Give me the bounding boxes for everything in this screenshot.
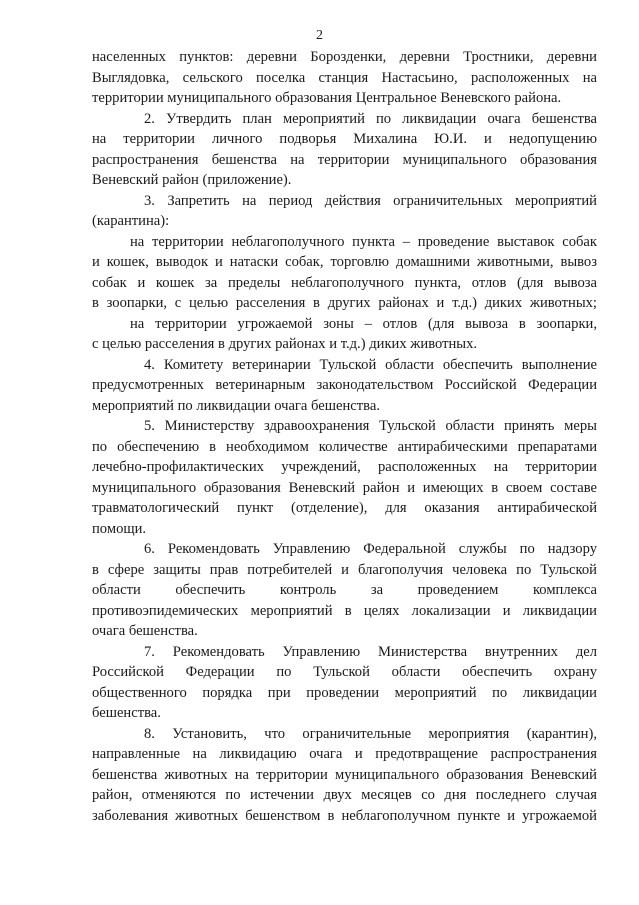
text-line: на территории неблагополучного пункта – проведение выставок собак xyxy=(130,233,597,250)
text-line: бешенства животных на территории муниципального образования Веневский xyxy=(92,766,597,783)
text-line: в сфере защиты прав потребителей и благополучия человека по Тульской xyxy=(92,561,597,578)
text-line: Веневский район (приложение). xyxy=(92,172,292,188)
text-line: травматологический пункт (отделение), для оказания антирабической xyxy=(92,500,597,516)
text-line: муниципального образования Веневский район и имеющих в своем составе xyxy=(92,479,597,496)
text-line: с целью расселения в других районах и т.д.) диких животных. xyxy=(92,336,478,352)
text-line: заболевания животных бешенством в неблагополучном пункте и угрожаемой xyxy=(92,807,597,824)
text-line: 7. Рекомендовать Управлению Министерства внутренних дел xyxy=(144,643,597,660)
text-line: 2. Утвердить план мероприятий по ликвидации очага бешенства xyxy=(144,110,597,127)
text-line: территории муниципального образования Центральное Веневского района. xyxy=(92,90,562,106)
text-line: по обеспечению в необходимом количестве антирабическими препаратами xyxy=(92,438,597,455)
text-line: (карантина): xyxy=(92,213,170,229)
text-line: лечебно-профилактических учреждений, расположенных на территории xyxy=(92,459,597,475)
text-line: на территории угрожаемой зоны – отлов (для вывоза в зоопарки, xyxy=(130,315,597,332)
text-line: области обеспечить контроль за проведением комплекса xyxy=(92,582,597,598)
text-line: Выглядовка, сельского поселка станция Настасьино, расположенных на xyxy=(92,69,597,86)
text-line: мероприятий по ликвидации очага бешенства. xyxy=(92,397,380,414)
text-line: бешенства. xyxy=(92,705,161,721)
text-line: 8. Установить, что ограничительные мероприятия (карантин), xyxy=(144,725,597,742)
text-line: на территории личного подворья Михалина Ю.И. и недопущению xyxy=(92,131,597,147)
text-line: 3. Запретить на период действия ограничительных мероприятий xyxy=(144,192,597,209)
text-line: направленные на ликвидацию очага и предотвращение распространения xyxy=(92,746,597,762)
text-line: 6. Рекомендовать Управлению Федеральной службы по надзору xyxy=(144,541,597,557)
text-line: и кошек, выводок и натаски собак, торговлю домашними животными, вывоз xyxy=(92,254,597,270)
text-line: собак и кошек за пределы неблагополучного пункта, отлов (для вывоза xyxy=(92,274,597,291)
text-line: Российской Федерации по Тульской области обеспечить охрану xyxy=(92,664,597,680)
text-line: очага бешенства. xyxy=(92,623,198,639)
text-line: 4. Комитету ветеринарии Тульской области обеспечить выполнение xyxy=(144,356,597,373)
text-line: в зоопарки, с целью расселения в других районах и т.д.) диких животных; xyxy=(92,295,597,311)
text-line: общественного порядка при проведении мероприятий по ликвидации xyxy=(92,684,597,701)
text-line: помощи. xyxy=(92,520,147,537)
page-number: 2 xyxy=(316,28,323,43)
text-line: противоэпидемических мероприятий в целях локализации и ликвидации xyxy=(92,602,597,619)
document-body xyxy=(92,47,597,826)
text-line: населенных пунктов: деревни Борозденки, деревни Тростники, деревни xyxy=(92,49,597,65)
text-line: район, отменяются по истечении двух месяцев со дня последнего случая xyxy=(92,787,597,803)
text-line: предусмотренных ветеринарным законодательством Российской Федерации xyxy=(92,377,597,393)
text-line: распространения бешенства на территории муниципального образования xyxy=(92,151,597,168)
text-line: 5. Министерству здравоохранения Тульской области принять меры xyxy=(144,418,597,434)
